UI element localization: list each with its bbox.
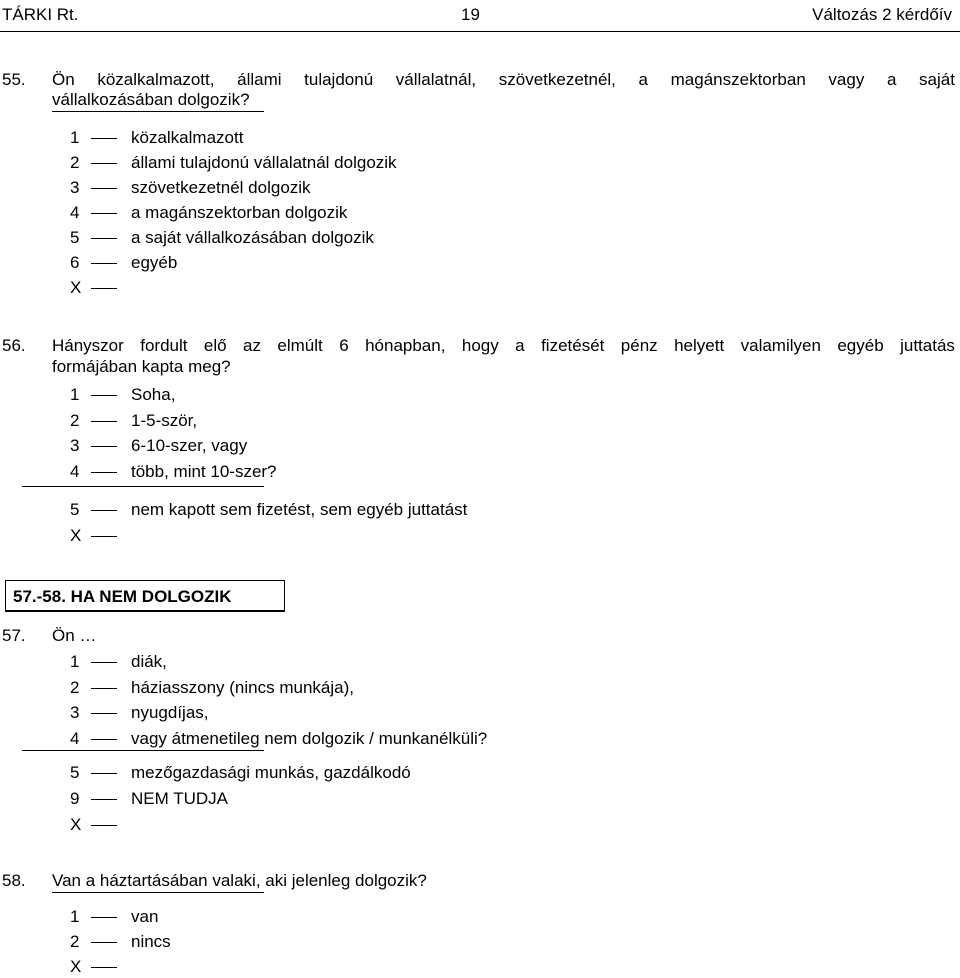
option-dash	[91, 942, 117, 943]
option-code: 1	[70, 907, 80, 926]
word: helyett	[674, 336, 725, 355]
option-code: X	[70, 526, 82, 545]
option-label: a saját vállalkozásában dolgozik	[131, 228, 374, 247]
option-label: 6-10-szer, vagy	[131, 436, 248, 455]
option-label: diák,	[131, 652, 167, 671]
header-org: TÁRKI Rt.	[2, 5, 79, 24]
word: hogy	[461, 336, 499, 355]
option-label: nem kapott sem fizetést, sem egyéb juttatást	[131, 500, 468, 519]
option-label: Soha,	[131, 385, 176, 404]
option-code: 1	[70, 128, 80, 147]
question-text-line-2: formájában kapta meg?	[52, 357, 231, 376]
option-code: X	[70, 957, 82, 976]
section-filter-box	[5, 580, 285, 612]
option-code: 2	[70, 153, 80, 172]
option-dash	[91, 395, 117, 396]
option-dash	[91, 472, 117, 473]
option-dash	[91, 421, 117, 422]
routing-rule	[52, 111, 264, 112]
option-code: 2	[70, 678, 80, 697]
word: a	[886, 70, 897, 89]
word: tulajdonú	[304, 70, 374, 89]
option-dash	[91, 536, 117, 537]
option-label: vagy átmenetileg nem dolgozik / munkanélküli?	[131, 729, 488, 748]
word: a	[515, 336, 525, 355]
page-number: 19	[461, 5, 480, 24]
option-label: 1-5-ször,	[131, 411, 198, 430]
option-code: 9	[70, 789, 80, 808]
option-dash	[91, 773, 117, 774]
word: vállalatnál,	[395, 70, 477, 89]
option-label: szövetkezetnél dolgozik	[131, 178, 311, 197]
option-dash	[91, 713, 117, 714]
option-code: 3	[70, 178, 80, 197]
word: 6	[339, 336, 349, 355]
question-number: 58.	[2, 871, 26, 890]
option-label: egyéb	[131, 253, 178, 272]
option-label: nyugdíjas,	[131, 703, 209, 722]
option-dash	[91, 188, 117, 189]
option-dash	[91, 917, 117, 918]
option-dash	[91, 163, 117, 164]
option-code: 2	[70, 411, 80, 430]
option-code: X	[70, 815, 82, 834]
word: az	[243, 336, 261, 355]
option-dash	[91, 739, 117, 740]
header-rule	[0, 31, 960, 32]
question-text: Ön …	[52, 626, 97, 645]
option-dash	[91, 967, 117, 968]
option-label: mezőgazdasági munkás, gazdálkodó	[131, 763, 411, 782]
question-text-line-1	[52, 336, 955, 356]
question-number: 56.	[2, 336, 26, 355]
word: fordult	[140, 336, 188, 355]
option-code: X	[70, 278, 82, 297]
option-code: 6	[70, 253, 80, 272]
option-code: 4	[70, 203, 80, 222]
option-code: 1	[70, 652, 80, 671]
word: saját	[919, 70, 955, 89]
word: szövetkezetnél,	[498, 70, 616, 89]
word: hónapban,	[365, 336, 446, 355]
option-code: 5	[70, 500, 80, 519]
option-dash	[91, 688, 117, 689]
option-dash	[91, 213, 117, 214]
word: állami	[237, 70, 282, 89]
option-code: 5	[70, 763, 80, 782]
option-label: több, mint 10-szer?	[131, 462, 277, 481]
separator-rule	[22, 486, 264, 487]
option-label: nincs	[131, 932, 171, 951]
word: juttatás	[900, 336, 955, 355]
option-dash	[91, 662, 117, 663]
option-dash	[91, 138, 117, 139]
word: elő	[203, 336, 227, 355]
word: közalkalmazott,	[97, 70, 215, 89]
option-label: van	[131, 907, 159, 926]
section-filter-title: 57.-58. HA NEM DOLGOZIK	[13, 587, 232, 606]
word: elmúlt	[277, 336, 323, 355]
header-document-title: Változás 2 kérdőív	[812, 5, 952, 24]
word: magánszektorban	[670, 70, 806, 89]
option-label: háziasszony (nincs munkája),	[131, 678, 354, 697]
option-label: NEM TUDJA	[131, 789, 228, 808]
word: vagy	[828, 70, 865, 89]
question-text-line-1	[52, 70, 955, 90]
word: valamilyen	[740, 336, 821, 355]
option-dash	[91, 263, 117, 264]
option-dash	[91, 510, 117, 511]
word: pénz	[620, 336, 658, 355]
routing-rule	[52, 892, 264, 893]
question-number: 57.	[2, 626, 26, 645]
option-dash	[91, 288, 117, 289]
word: Ön	[52, 70, 75, 89]
option-code: 4	[70, 729, 80, 748]
option-label: közalkalmazott	[131, 128, 244, 147]
option-dash	[91, 238, 117, 239]
word: Hányszor	[52, 336, 124, 355]
option-dash	[91, 825, 117, 826]
option-code: 3	[70, 703, 80, 722]
question-number: 55.	[2, 70, 26, 89]
option-label: a magánszektorban dolgozik	[131, 203, 348, 222]
option-label: állami tulajdonú vállalatnál dolgozik	[131, 153, 397, 172]
word: egyéb	[837, 336, 884, 355]
option-code: 2	[70, 932, 80, 951]
option-code: 1	[70, 385, 80, 404]
separator-rule	[22, 750, 264, 751]
option-dash	[91, 446, 117, 447]
question-text: Van a háztartásában valaki, aki jelenleg dolgozik?	[52, 871, 427, 890]
option-dash	[91, 799, 117, 800]
question-text-line-2: vállalkozásában dolgozik?	[52, 90, 250, 109]
option-code: 5	[70, 228, 80, 247]
option-code: 3	[70, 436, 80, 455]
word: fizetését	[541, 336, 605, 355]
word: a	[638, 70, 649, 89]
option-code: 4	[70, 462, 80, 481]
